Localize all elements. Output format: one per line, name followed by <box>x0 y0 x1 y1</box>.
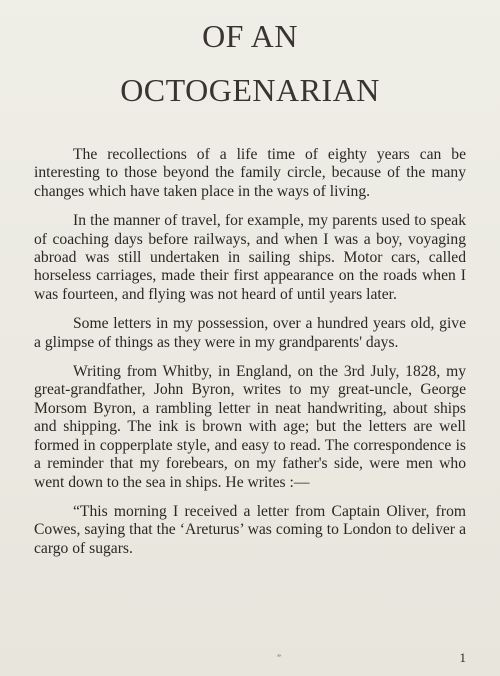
paragraph-4: Writing from Whitby, in England, on the 3rd July, 1828, my great-grandfather, John Byron, writes to my great-uncle, George Morsom Byron, a rambling letter in neat handwriting, about ships and shipping. The ink is brown with age; but the letters are well formed in copperplate style, and easy to read. The correspondence is a reminder that my forebears, on my father's side, were men who went down to the sea in ships. He writes :— <box>34 363 466 491</box>
footer-mark: ” <box>277 653 281 663</box>
chapter-title <box>34 16 466 110</box>
paragraph-1: The recollections of a life time of eighty years can be interesting to those beyond the family circle, because of the many changes which have taken place in the ways of living. <box>34 146 466 200</box>
paragraph-5-quote: “This morning I received a letter from Captain Oliver, from Cowes, saying that the ‘Areturus’ was coming to London to deliver a cargo of sugars. <box>34 502 466 557</box>
title-line-2: OCTOGENARIAN <box>120 72 380 108</box>
paragraph-2: In the manner of travel, for example, my parents used to speak of coaching days before railways, and when I was a boy, voyaging abroad was still undertaken in sailing ships. Motor cars, called horseless carriages, made their first appearance on the roads when I was fourteen, and flying was not heard of until years later. <box>34 212 466 303</box>
paragraph-3: Some letters in my possession, over a hundred years old, give a glimpse of things as they were in my grandparents' days. <box>34 315 466 351</box>
body-text <box>34 146 466 558</box>
title-line-1: OF AN <box>202 18 298 54</box>
page-number: 1 <box>459 650 466 665</box>
